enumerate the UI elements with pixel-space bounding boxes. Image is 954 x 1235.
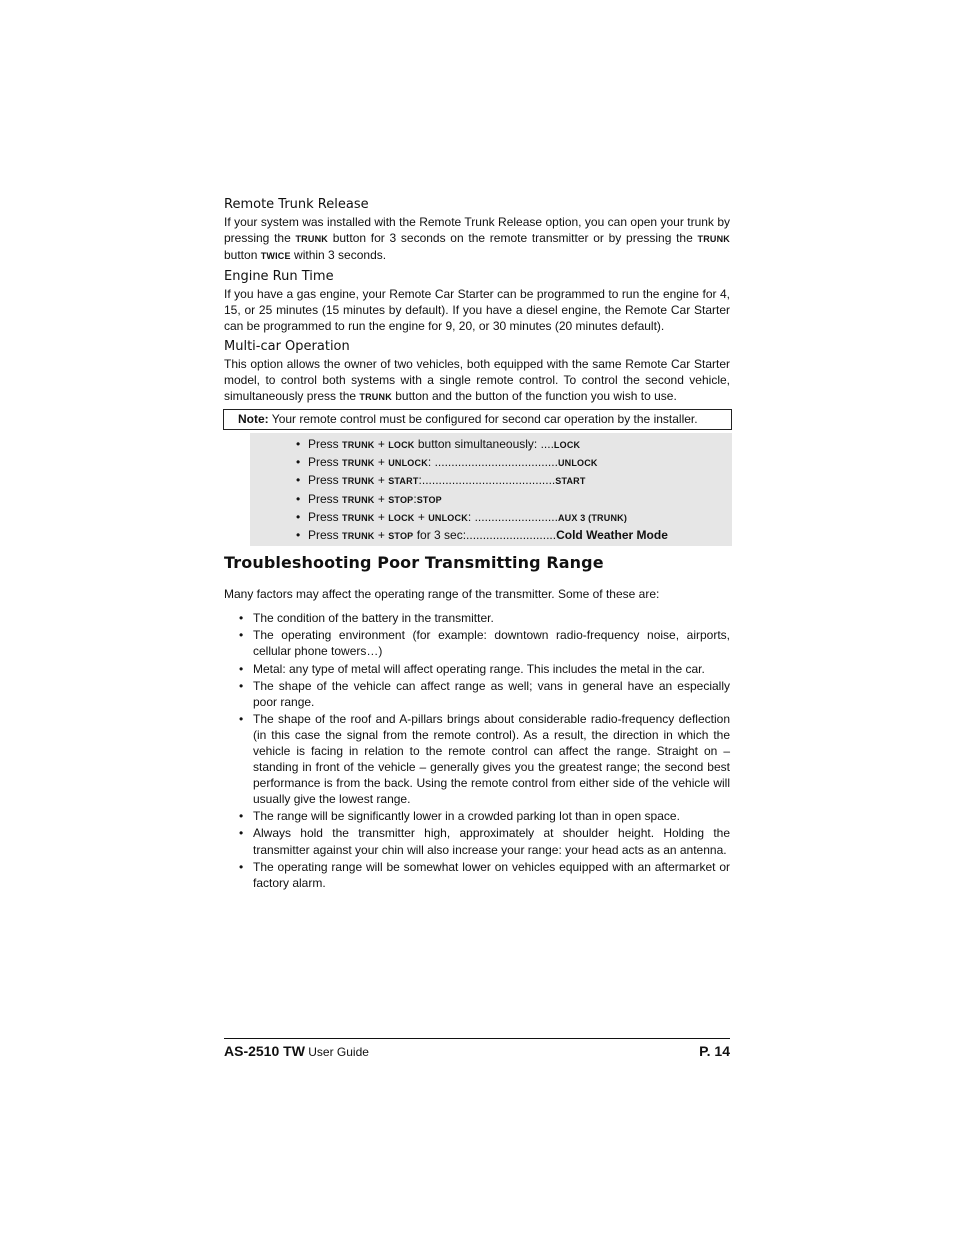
- text-run: +: [374, 528, 389, 543]
- text-run: Press: [308, 455, 343, 470]
- section-text: [224, 286, 730, 334]
- button-name: TRUNK: [359, 392, 392, 402]
- button-name: TRUNK: [295, 234, 328, 244]
- button-name: AUX 3 (TRUNK): [557, 512, 628, 523]
- text-run: +: [374, 491, 389, 506]
- button-name: TWICE: [260, 251, 291, 261]
- text-run: button and the button of the function you wish to use.: [391, 389, 677, 403]
- feature-sections: [224, 196, 730, 405]
- footer-model: AS-2510 TW: [224, 1043, 305, 1059]
- troubleshooting-item: • The operating range will be somewhat lower on vehicles equipped with an aftermarket or factory alarm.: [253, 859, 730, 891]
- button-name: STOP: [388, 494, 414, 505]
- command-list-box: [250, 433, 732, 546]
- command-item: [296, 491, 732, 509]
- button-name: TRUNK: [342, 458, 375, 469]
- text-run: : .....................................: [427, 455, 558, 470]
- note-box: [223, 409, 732, 430]
- note-label: Note:: [238, 412, 269, 426]
- command-item: [296, 454, 732, 472]
- text-run: Press: [308, 491, 343, 506]
- button-name: UNLOCK: [557, 458, 598, 469]
- page-body: [224, 196, 730, 892]
- text-run: :: [413, 491, 417, 506]
- text-run: +: [414, 509, 429, 524]
- text-run: This option allows the owner of two vehicles, both equipped with the same Remote Car Starter model, to control both systems with a single remote control. To control the second vehicle, simultaneously press the: [224, 357, 730, 403]
- troubleshooting-item: • The condition of the battery in the transmitter.: [253, 610, 730, 626]
- button-name: STOP: [388, 531, 414, 542]
- command-item: [296, 436, 732, 454]
- text-run: +: [374, 473, 389, 488]
- button-name: UNLOCK: [388, 458, 428, 469]
- section-title: Engine Run Time: [224, 269, 334, 284]
- page-number: P. 14: [699, 1043, 730, 1059]
- button-name: START: [555, 476, 586, 487]
- text-run: : .........................: [467, 509, 558, 524]
- troubleshooting-item: • Always hold the transmitter high, approximately at shoulder height. Holding the transmitter against your chin will also increase your range: your head acts as an antenna.: [253, 825, 730, 857]
- text-run: +: [374, 455, 389, 470]
- button-name: TRUNK: [342, 531, 375, 542]
- troubleshooting-heading: Troubleshooting Poor Transmitting Range: [224, 553, 604, 573]
- command-list: [250, 436, 732, 545]
- troubleshooting-item: • Metal: any type of metal will affect operating range. This includes the metal in the car.: [253, 661, 730, 677]
- troubleshooting-list: [224, 610, 730, 891]
- button-name: TRUNK: [342, 494, 375, 505]
- text-run: Press: [308, 437, 343, 451]
- footer-guide: User Guide: [304, 1045, 369, 1059]
- section-title: Remote Trunk Release: [224, 197, 369, 212]
- command-item: [296, 509, 732, 527]
- troubleshooting-item: • The shape of the vehicle can affect range as well; vans in general have an especially poor range.: [253, 678, 730, 710]
- text-run: +: [374, 509, 389, 524]
- text-run: for 3 sec:...........................: [413, 528, 557, 543]
- text-run: Press: [308, 473, 343, 488]
- troubleshooting-item: • The shape of the roof and A-pillars brings about considerable radio-frequency deflection (in this case the signal from the remote control). As a result, the direction in which the vehicle is facing in relation to the remote control can affect the range. Straight on – standing in front of the vehicle – generally gives you the greatest range; the second best performance is from the back. Using the remote control from either side of the vehicle will usually give the lowest range.: [253, 711, 730, 808]
- button-name: LOCK: [388, 440, 415, 450]
- command-item: [296, 472, 732, 490]
- text-run: button simultaneously: ....: [414, 437, 554, 451]
- text-run: button for 3 seconds on the remote transmitter or by pressing the: [327, 231, 698, 245]
- button-name: LOCK: [388, 512, 415, 523]
- text-run: If your system was installed with the Remote Trunk Release option, you can open your trunk by pressing the: [224, 215, 730, 245]
- troubleshooting-intro: Many factors may affect the operating range of the transmitter. Some of these are:: [224, 587, 660, 602]
- text-run: +: [374, 437, 389, 451]
- button-name: LOCK: [553, 440, 581, 450]
- button-name: START: [388, 476, 419, 487]
- text-run: button: [224, 248, 261, 262]
- command-item: [296, 527, 732, 545]
- button-name: TRUNK: [342, 440, 375, 450]
- button-name: TRUNK: [342, 476, 375, 487]
- note-text: Your remote control must be configured for second car operation by the installer.: [268, 412, 698, 426]
- page-footer: [224, 1038, 730, 1060]
- button-name: TRUNK: [342, 512, 375, 523]
- section-title: Multi-car Operation: [224, 339, 350, 354]
- function-name: Cold Weather Mode: [556, 528, 668, 543]
- button-name: STOP: [416, 494, 442, 505]
- text-run: Press: [308, 528, 343, 543]
- text-run: Press: [308, 509, 343, 524]
- button-name: UNLOCK: [428, 512, 468, 523]
- troubleshooting-item: • The operating environment (for example: downtown radio-frequency noise, airports, cellular phone towers…): [253, 627, 730, 659]
- button-name: TRUNK: [697, 234, 730, 244]
- troubleshooting-item: • The range will be significantly lower in a crowded parking lot than in open space.: [253, 808, 730, 824]
- section-text: [224, 356, 730, 405]
- text-run: :........................................: [418, 473, 556, 488]
- text-run: within 3 seconds.: [290, 248, 387, 262]
- section-text: [224, 214, 730, 264]
- text-run: If you have a gas engine, your Remote Car Starter can be programmed to run the engine for 4, 15, or 25 minutes (15 minutes by default). If you have a diesel engine, the Remote Car Starter can be programmed to run the engine for 9, 20, or 30 minutes (20 minutes default).: [224, 287, 730, 333]
